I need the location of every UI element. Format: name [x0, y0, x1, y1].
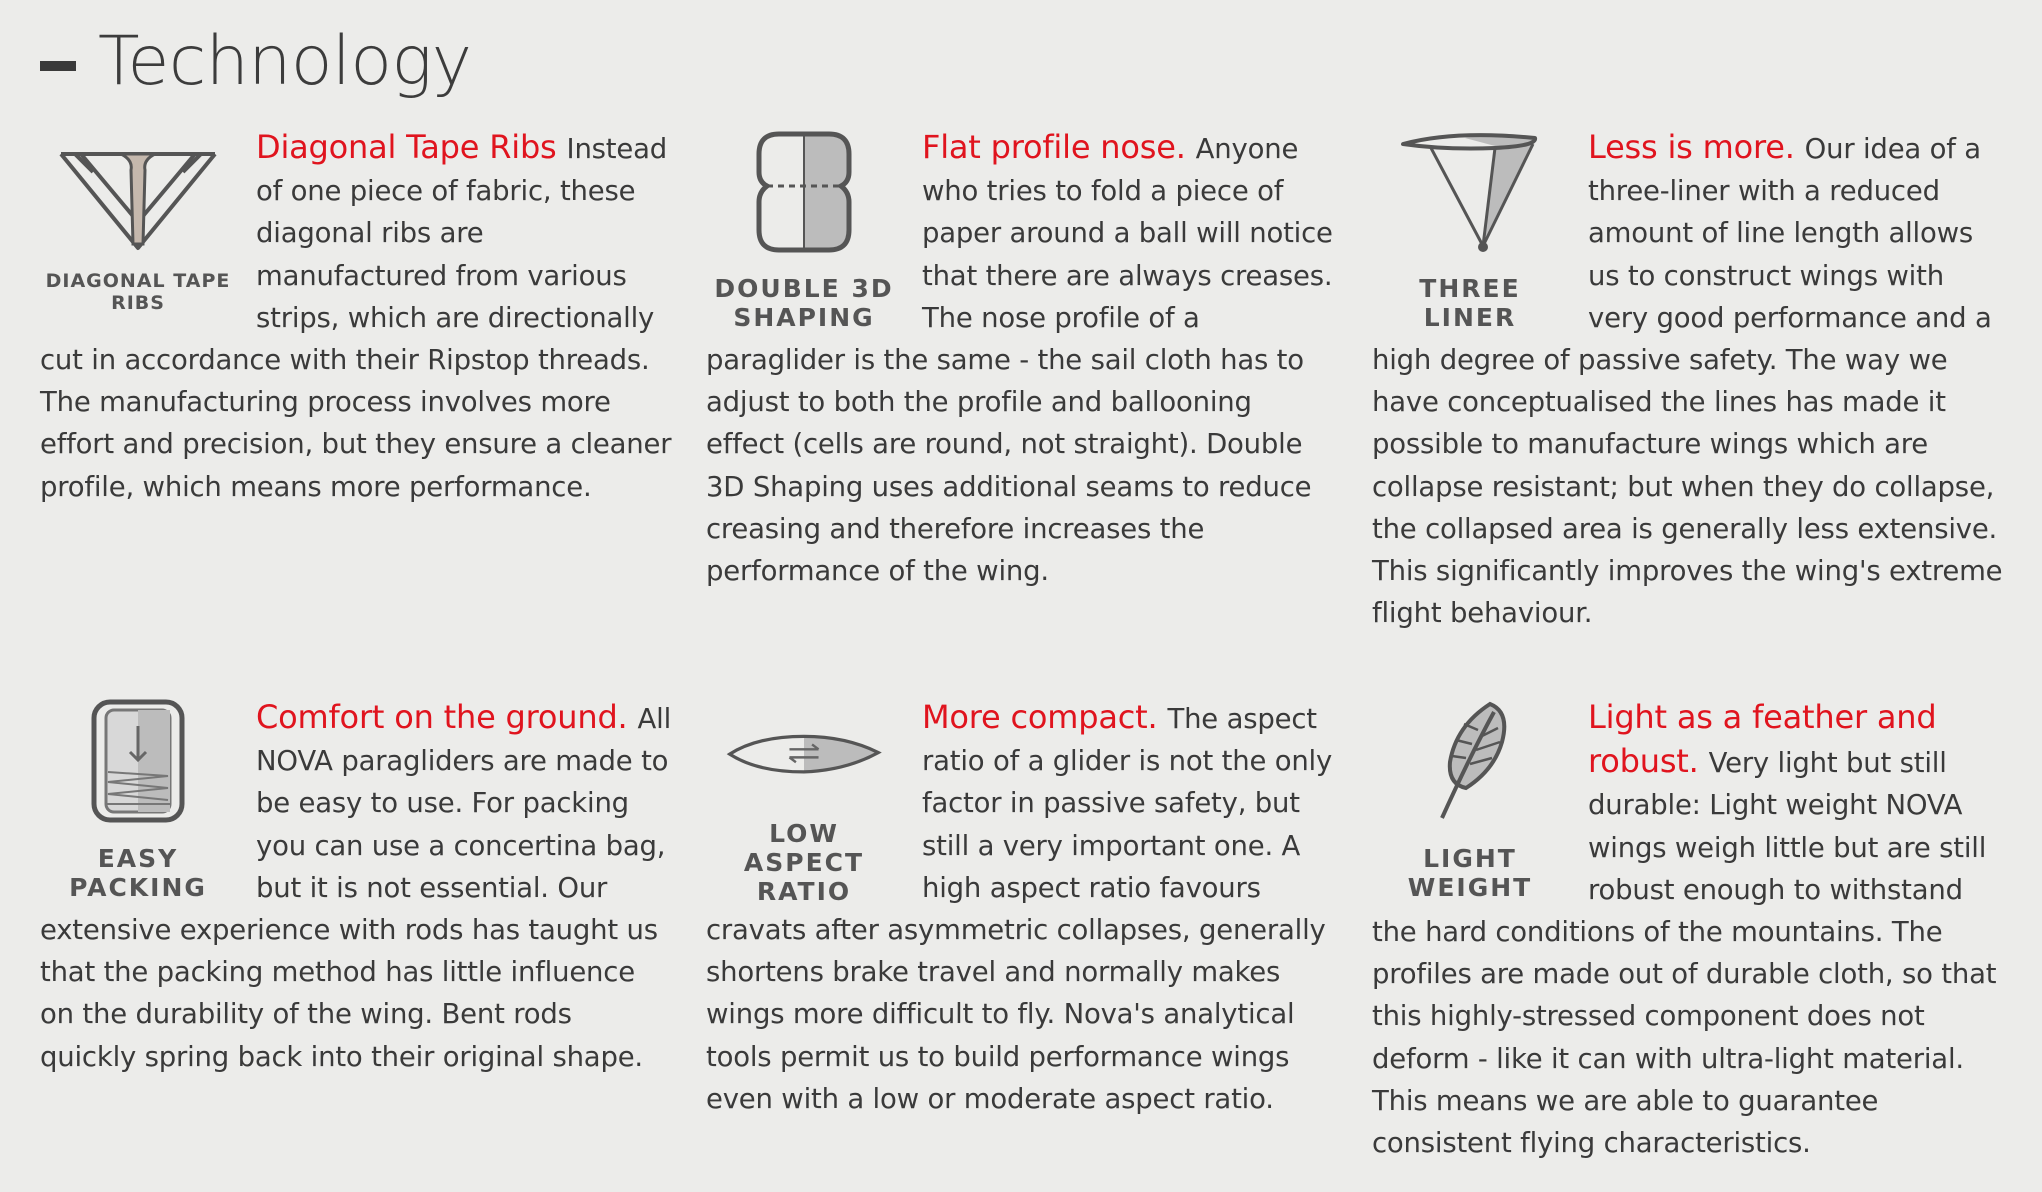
- icon-caption: DOUBLE 3D SHAPING: [714, 274, 894, 332]
- tech-item-light-weight: [1372, 696, 2004, 1164]
- icon-block: [40, 126, 236, 336]
- icon-caption: THREE LINER: [1419, 274, 1521, 332]
- easy-packing-icon: [88, 696, 188, 826]
- tech-item-headline: More compact.: [922, 698, 1158, 736]
- page-title-text: Technology: [98, 22, 472, 101]
- icon-block: [706, 126, 902, 336]
- tech-item-low-aspect-ratio: [706, 696, 1338, 1120]
- title-dash: [40, 61, 76, 71]
- feather-icon: [1420, 696, 1520, 826]
- tech-item-description: Very light but still durable: Light weight NOVA wings weigh little but are still robust enough to withstand the hard conditions of the mountains. The profiles are made out of durable cloth, so that this highly-stressed component does not deform - like it can with ultra-light material. This means we are able to guarantee consistent flying characteristics.: [1372, 747, 1997, 1160]
- tech-item-three-liner: [1372, 126, 2004, 634]
- tech-item-description: Anyone who tries to fold a piece of paper around a ball will notice that there are always creases. The nose profile of a paraglider is the same - the sail cloth has to adjust to both the profile and ballooning effect (cells are round, not straight). Double 3D Shaping uses additional seams to reduce creasing and therefore increases the performance of the wing.: [706, 133, 1333, 588]
- icon-caption: LIGHT WEIGHT: [1407, 844, 1533, 902]
- tech-item-description: All NOVA paragliders are made to be easy to use. For packing you can use a concertina bag, but it is not essential. Our extensive experience with rods has taught us that the packing method has little influence on the durability of the wing. Bent rods quickly spring back into their original shape.: [40, 703, 672, 1073]
- tech-item-diagonal-tape-ribs: [40, 126, 672, 508]
- double-3d-shaping-icon: [749, 126, 859, 256]
- tech-item-description: The aspect ratio of a glider is not the only factor in passive safety, but still a very important one. A high aspect ratio favours cravats after asymmetric collapses, generally shortens brake travel and normally makes wings more difficult to fly. Nova's analytical tools permit us to build performance wings even with a low or moderate aspect ratio.: [706, 703, 1333, 1115]
- icon-block: [1372, 126, 1568, 336]
- tech-item-description: Instead of one piece of fabric, these diagonal ribs are manufactured from various strips, which are directionally cut in accordance with their Ripstop threads. The manufacturing process involves more effort and precision, but they ensure a cleaner profile, which means more performance.: [40, 133, 672, 503]
- icon-caption: LOW ASPECT RATIO: [743, 819, 865, 906]
- tech-item-easy-packing: [40, 696, 672, 1078]
- tech-item-headline: Diagonal Tape Ribs: [256, 128, 557, 166]
- page-title: [40, 22, 472, 101]
- three-liner-icon: [1395, 126, 1545, 256]
- tech-item-headline: Less is more.: [1588, 128, 1795, 166]
- tech-item-double-3d-shaping: [706, 126, 1338, 592]
- tech-item-description: Our idea of a three-liner with a reduced amount of line length allows us to construct wings with very good performance and a high degree of passive safety. The way we have conceptualised the lines has made it possible to manufacture wings which are collapse resistant; but when they do collapse, the collapsed area is generally less extensive. This significantly improves the wing's extreme flight behaviour.: [1372, 133, 2003, 630]
- tech-item-headline: Comfort on the ground.: [256, 698, 628, 736]
- low-aspect-ratio-icon: [706, 696, 902, 801]
- icon-block: [40, 696, 236, 906]
- icon-block: [706, 696, 902, 906]
- tech-item-headline: Light as a feather and robust.: [1588, 698, 1937, 781]
- icon-caption: DIAGONAL TAPE RIBS: [45, 270, 231, 314]
- tech-item-headline: Flat profile nose.: [922, 128, 1186, 166]
- icon-caption: EASY PACKING: [69, 844, 207, 902]
- diagonal-tape-ribs-icon: [53, 126, 223, 256]
- icon-block: [1372, 696, 1568, 906]
